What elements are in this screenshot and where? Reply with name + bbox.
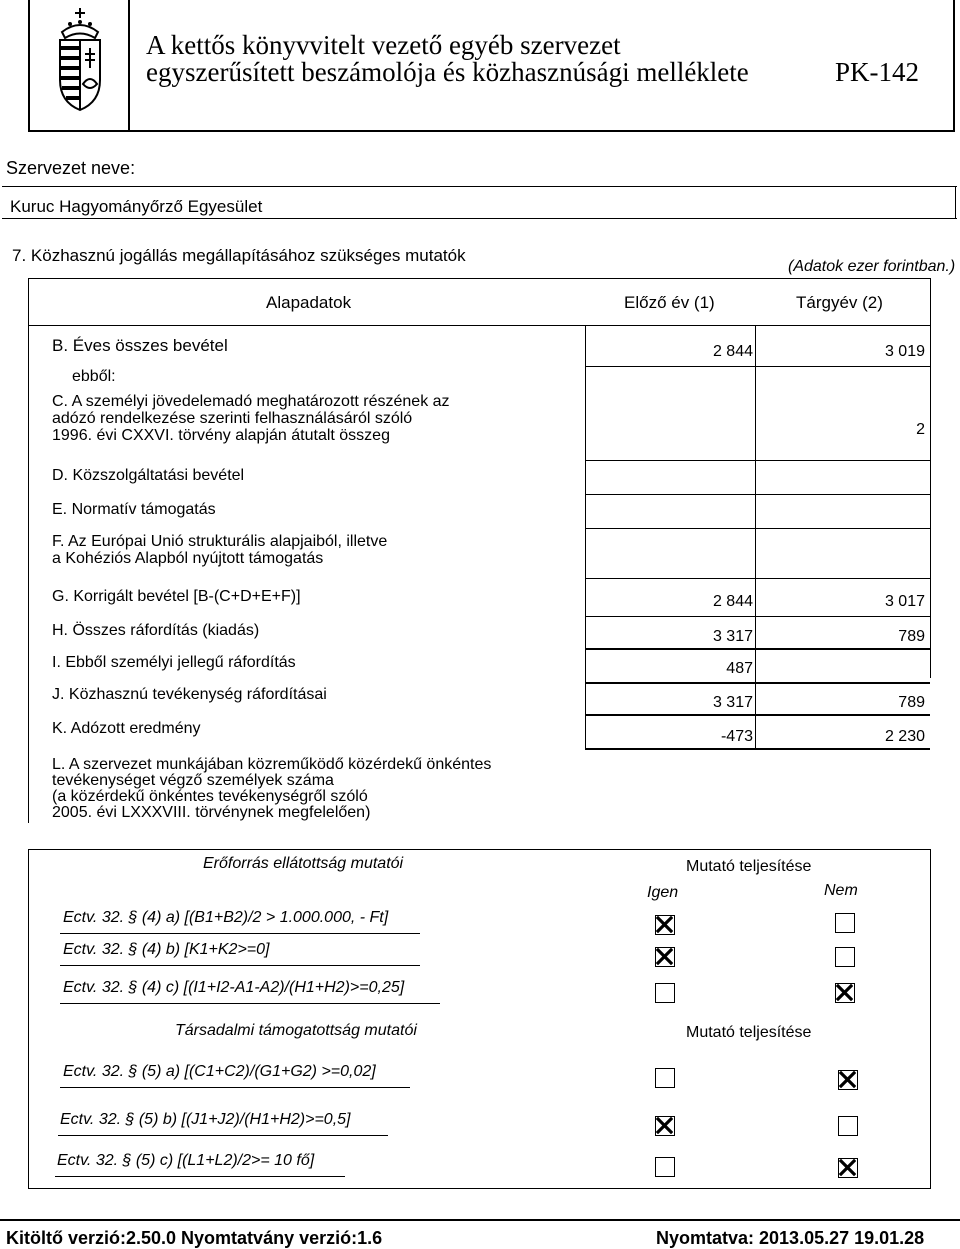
resource-a-no-checkbox[interactable] [835, 913, 855, 933]
row-h-prev-value[interactable]: 3 317 [712, 628, 753, 645]
resources-performance-title: Mutató teljesítése [686, 858, 812, 875]
section-title: 7. Közhasznú jogállás megállapításához szükséges mutatók [12, 246, 466, 265]
checkmark-x-icon [656, 948, 673, 965]
row-l-line2: tevékenységet végző személyek száma [52, 772, 334, 789]
checkmark-x-icon [656, 916, 673, 933]
row-k-current-value[interactable]: 2 230 [884, 728, 925, 745]
checkmark-x-icon [839, 1159, 856, 1176]
resource-c-no-checkbox[interactable] [835, 983, 855, 1003]
resources-title: Erőforrás ellátottság mutatói [203, 855, 404, 872]
social-b-yes-checkbox[interactable] [655, 1116, 675, 1136]
social-performance-title: Mutató teljesítése [686, 1024, 812, 1041]
resource-b-yes-checkbox[interactable] [655, 947, 675, 967]
resource-a-yes-checkbox[interactable] [655, 915, 675, 935]
row-i-label: I. Ebből személyi jellegű ráfordítás [52, 654, 296, 671]
row-c-line1: C. A személyi jövedelemadó meghatározott részének az [52, 393, 450, 410]
social-indicator-label: Ectv. 32. § (5) a) [(C1+C2)/(G1+G2) >=0,02] [63, 1063, 376, 1080]
social-title: Társadalmi támogatottság mutatói [175, 1022, 417, 1039]
resource-c-yes-checkbox[interactable] [655, 983, 675, 1003]
social-a-no-checkbox[interactable] [838, 1070, 858, 1090]
social-a-yes-checkbox[interactable] [655, 1068, 675, 1088]
checkmark-x-icon [839, 1071, 856, 1088]
row-c-current-value[interactable]: 2 [916, 421, 925, 438]
row-k-label: K. Adózott eredmény [52, 720, 201, 737]
row-j-prev-value[interactable]: 3 317 [712, 694, 753, 711]
row-e-label: E. Normatív támogatás [52, 501, 216, 518]
column-header-basic-data: Alapadatok [266, 293, 352, 312]
row-l-line1: L. A szervezet munkájában közreműködő közérdekű önkéntes [52, 756, 492, 773]
social-indicator-label: Ectv. 32. § (5) c) [(L1+L2)/2>= 10 fő] [57, 1152, 315, 1169]
form-title-line2: egyszerűsített beszámolója és közhasznúsági melléklete [146, 57, 749, 87]
hungarian-coat-of-arms-emblem [50, 4, 110, 124]
social-indicator-label: Ectv. 32. § (5) b) [(J1+J2)/(H1+H2)>=0,5] [60, 1111, 351, 1128]
row-l-line4: 2005. évi LXXXVIII. törvénynek megfelelően) [52, 804, 371, 821]
row-b-label: B. Éves összes bevétel [52, 336, 228, 355]
row-d-label: D. Közszolgáltatási bevétel [52, 467, 245, 484]
resource-indicator-label: Ectv. 32. § (4) a) [(B1+B2)/2 > 1.000.000, - Ft] [63, 909, 389, 926]
resource-b-no-checkbox[interactable] [835, 947, 855, 967]
row-h-label: H. Összes ráfordítás (kiadás) [52, 622, 260, 639]
column-header-current-year: Tárgyév (2) [796, 293, 883, 312]
social-c-no-checkbox[interactable] [838, 1158, 858, 1178]
footer-print-date: Nyomtatva: 2013.05.27 19.01.28 [656, 1228, 925, 1248]
row-g-current-value[interactable]: 3 017 [884, 593, 925, 610]
row-b-prev-value[interactable]: 2 844 [712, 343, 753, 360]
column-header-previous-year: Előző év (1) [624, 293, 715, 312]
row-j-label: J. Közhasznú tevékenység ráfordításai [52, 686, 327, 703]
row-j-current-value[interactable]: 789 [898, 694, 925, 711]
row-b-current-value[interactable]: 3 019 [884, 343, 925, 360]
column-yes: Igen [647, 884, 679, 901]
checkmark-x-icon [656, 1117, 673, 1134]
social-b-no-checkbox[interactable] [838, 1116, 858, 1136]
row-h-current-value[interactable]: 789 [898, 628, 925, 645]
social-c-yes-checkbox[interactable] [655, 1157, 675, 1177]
form-title-line1: A kettős könyvvitelt vezető egyéb szervezet [146, 30, 621, 60]
row-k-prev-value[interactable]: -473 [720, 728, 753, 745]
row-c-line2: adózó rendelkezése szerinti felhasználásáról szóló [52, 410, 413, 427]
org-name-value: Kuruc Hagyományőrző Egyesület [10, 197, 263, 216]
footer-filler-version: Kitöltő verzió:2.50.0 Nyomtatvány verzió:1.6 [6, 1228, 383, 1248]
row-b-sub-label: ebből: [72, 368, 116, 385]
resource-indicator-label: Ectv. 32. § (4) b) [K1+K2>=0] [63, 941, 270, 958]
row-c-line3: 1996. évi CXXVI. törvény alapján átutalt összeg [52, 427, 390, 444]
row-f-line2: a Kohéziós Alapból nyújtott támogatás [52, 550, 324, 567]
column-no: Nem [824, 882, 858, 899]
form-code: PK-142 [835, 57, 920, 87]
row-i-prev-value[interactable]: 487 [726, 660, 753, 677]
row-l-line3: (a közérdekű önkéntes tevékenységről szóló [52, 788, 368, 805]
unit-note: (Adatok ezer forintban.) [788, 258, 956, 275]
checkmark-x-icon [836, 984, 853, 1001]
row-f-line1: F. Az Európai Unió strukturális alapjaiból, illetve [52, 533, 388, 550]
row-g-label: G. Korrigált bevétel [B-(C+D+E+F)] [52, 588, 301, 605]
resource-indicator-label: Ectv. 32. § (4) c) [(I1+I2-A1-A2)/(H1+H2)>=0,25] [63, 979, 405, 996]
org-name-label: Szervezet neve: [6, 158, 136, 178]
row-g-prev-value[interactable]: 2 844 [712, 593, 753, 610]
